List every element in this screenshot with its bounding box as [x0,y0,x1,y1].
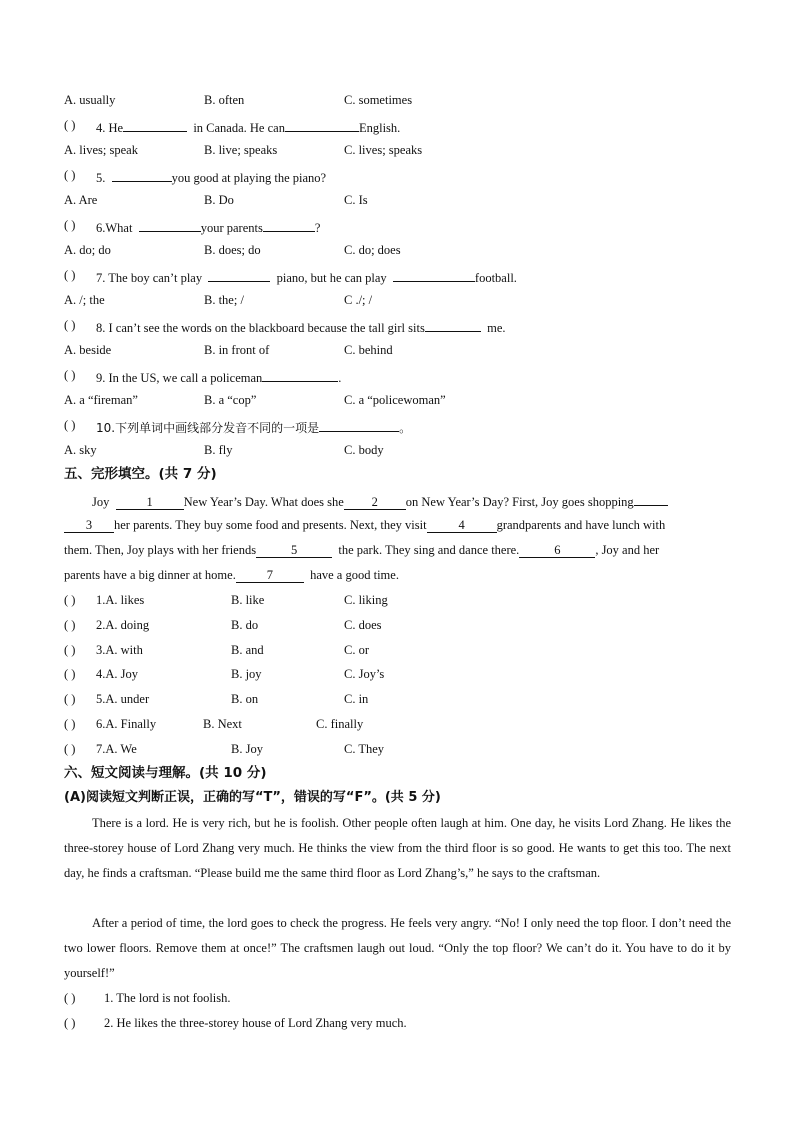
q6-text-mid: your parents [200,221,263,235]
q9-answer-bracket[interactable]: ( ) [64,368,76,382]
q8-answer-bracket[interactable]: ( ) [64,318,76,332]
cloze-blank-6[interactable]: 6 [519,544,595,558]
q9-option-a: A. a “fireman” [64,393,138,407]
cloze-blank-5[interactable]: 5 [256,544,332,558]
cloze-q5-option-b: B. on [231,692,259,706]
cloze-blank-3[interactable]: 3 [64,519,114,533]
q10-option-b: B. fly [204,443,233,457]
q6-text-start: 6.What [96,221,133,235]
cloze-q3-bracket[interactable]: ( ) [64,643,76,657]
q4-option-c: C. lives; speaks [344,143,423,157]
q5-blank[interactable] [112,167,172,182]
cloze-q2-option-c: C. does [344,618,382,632]
q4-text-mid: in Canada. He can [193,121,285,135]
q6-option-b: B. does; do [204,243,261,257]
section-6-title: 六、短文阅读与理解。(共 10 分) [64,765,267,781]
cloze-q6-option-a: 6.A. Finally [96,717,157,731]
cloze-line-3 [64,542,659,558]
q4-option-b: B. live; speaks [204,143,278,157]
cloze-line-4 [64,567,399,583]
q9-blank[interactable] [262,367,338,382]
cloze-q6-option-b: B. Next [203,717,242,731]
cloze-q7-bracket[interactable]: ( ) [64,742,76,756]
q7-text-end: football. [474,271,517,285]
cloze-q1-option-b: B. like [231,593,265,607]
tf-q1-text: 1. The lord is not foolish. [104,991,231,1005]
cloze-q1-option-c: C. liking [344,593,388,607]
cloze-text: grandparents and have lunch with [496,518,666,532]
q6-option-a: A. do; do [64,243,111,257]
q5-option-c: C. Is [344,193,368,207]
cloze-text: the park. They sing and dance there. [338,543,520,557]
q9-option-b: B. a “cop” [204,393,257,407]
q7-blank-2[interactable] [393,267,475,282]
cloze-q7-option-b: B. Joy [231,742,263,756]
q10-text-start: 10.下列单词中画线部分发音不同的一项是 [96,421,320,435]
q8-option-b: B. in front of [204,343,270,357]
cloze-q6-option-c: C. finally [316,717,364,731]
q4-text-end: English. [358,121,401,135]
cloze-text: on New Year’s Day? First, Joy goes shopping [405,495,634,509]
tf-q1-bracket[interactable]: ( ) [64,991,76,1005]
q10-option-c: C. body [344,443,384,457]
q7-option-c: C ./; / [344,293,373,307]
section-5-title: 五、完形填空。(共 7 分) [64,466,217,482]
section-6a-instruction: (A)阅读短文判断正误，正确的写“T”，错误的写“F”。(共 5 分) [64,790,441,805]
q10-blank[interactable] [319,417,399,432]
cloze-text: have a good time. [310,568,399,582]
q8-text-start: 8. I can’t see the words on the blackboard because the tall girl sits [96,321,425,335]
cloze-text: New Year’s Day. What does she [183,495,344,509]
cloze-line-1 [92,492,668,510]
cloze-blank-7[interactable]: 7 [236,569,304,583]
cloze-q4-bracket[interactable]: ( ) [64,667,76,681]
q6-answer-bracket[interactable]: ( ) [64,218,76,232]
q8-option-c: C. behind [344,343,393,357]
tf-q2-text: 2. He likes the three-storey house of Lord Zhang very much. [104,1016,407,1030]
q9-stem [96,367,341,386]
q3-option-a: A. usually [64,93,116,107]
cloze-q2-option-b: B. do [231,618,259,632]
q8-stem [96,317,506,336]
cloze-q3-option-b: B. and [231,643,264,657]
q5-answer-bracket[interactable]: ( ) [64,168,76,182]
cloze-line-2 [64,517,665,533]
q4-blank-1[interactable] [123,117,187,132]
cloze-q5-option-c: C. in [344,692,369,706]
cloze-q5-option-a: 5.A. under [96,692,150,706]
q7-text-mid: piano, but he can play [276,271,387,285]
q10-text-end: 。 [399,421,412,435]
q5-text-end: you good at playing the piano? [171,171,327,185]
cloze-text: Joy [92,495,110,509]
cloze-q7-option-a: 7.A. We [96,742,137,756]
cloze-q5-bracket[interactable]: ( ) [64,692,76,706]
q10-answer-bracket[interactable]: ( ) [64,418,76,432]
cloze-q4-option-a: 4.A. Joy [96,667,139,681]
q4-blank-2[interactable] [285,117,359,132]
cloze-text: her parents. They buy some food and presents. Next, they visit [114,518,427,532]
q3-option-c: C. sometimes [344,93,413,107]
q6-blank-1[interactable] [139,217,201,232]
cloze-q2-bracket[interactable]: ( ) [64,618,76,632]
q9-text-end: . [338,371,342,385]
q7-answer-bracket[interactable]: ( ) [64,268,76,282]
reading-paragraph-1: There is a lord. He is very rich, but he is foolish. Other people often laugh at him. One day, he visits Lord Zhang. He likes the three-storey house of Lord Zhang very much. He thinks the view from the third floor is so good. He wants to get this too. The next day, he finds a craftsman. “Please build me the same third floor as Lord Zhang’s,” he says to the craftsman. [64,816,731,880]
q9-text-start: 9. In the US, we call a policeman [96,371,263,385]
q6-blank-2[interactable] [263,217,315,232]
q4-option-a: A. lives; speak [64,143,138,157]
q9-option-c: C. a “policewoman” [344,393,446,407]
q3-option-b: B. often [204,93,245,107]
cloze-blank-1[interactable]: 1 [116,496,184,510]
q5-text-start: 5. [96,171,106,185]
q7-option-a: A. /; the [64,293,105,307]
cloze-text: , Joy and her [595,543,660,557]
q7-blank-1[interactable] [208,267,270,282]
q8-option-a: A. beside [64,343,112,357]
q5-option-b: B. Do [204,193,234,207]
q4-answer-bracket[interactable]: ( ) [64,118,76,132]
q7-text-start: 7. The boy can’t play [96,271,203,285]
q7-stem [96,267,517,286]
cloze-q1-option-a: 1.A. likes [96,593,145,607]
cloze-q6-bracket[interactable]: ( ) [64,717,76,731]
cloze-q1-bracket[interactable]: ( ) [64,593,76,607]
cloze-q3-option-a: 3.A. with [96,643,143,657]
q7-option-b: B. the; / [204,293,244,307]
cloze-blank-2[interactable]: 2 [344,496,406,510]
q6-option-c: C. do; does [344,243,401,257]
q5-stem [96,167,326,186]
cloze-blank-3-start[interactable] [634,492,668,506]
q4-stem [96,117,400,136]
q6-text-end: ? [314,221,321,235]
cloze-q4-option-c: C. Joy’s [344,667,385,681]
q4-text-start: 4. He [96,121,124,135]
tf-q2-bracket[interactable]: ( ) [64,1016,76,1030]
q6-stem [96,217,320,236]
q10-option-a: A. sky [64,443,97,457]
q5-option-a: A. Are [64,193,98,207]
q10-stem [96,417,411,436]
cloze-q3-option-c: C. or [344,643,369,657]
reading-paragraph-2: After a period of time, the lord goes to check the progress. He feels very angry. “No! I only need the top floor. I don’t need the two lower floors. Remove them at once!” The craftsmen laugh out loud. “Only the top floor? We can’t do it. You have to do it by yourself!” [64,916,731,980]
cloze-text: them. Then, Joy plays with her friends [64,543,257,557]
cloze-q7-option-c: C. They [344,742,385,756]
cloze-q2-option-a: 2.A. doing [96,618,150,632]
cloze-q4-option-b: B. joy [231,667,262,681]
q8-text-end: me. [487,321,506,335]
cloze-blank-4[interactable]: 4 [427,519,497,533]
cloze-text: parents have a big dinner at home. [64,568,236,582]
q8-blank[interactable] [425,317,481,332]
